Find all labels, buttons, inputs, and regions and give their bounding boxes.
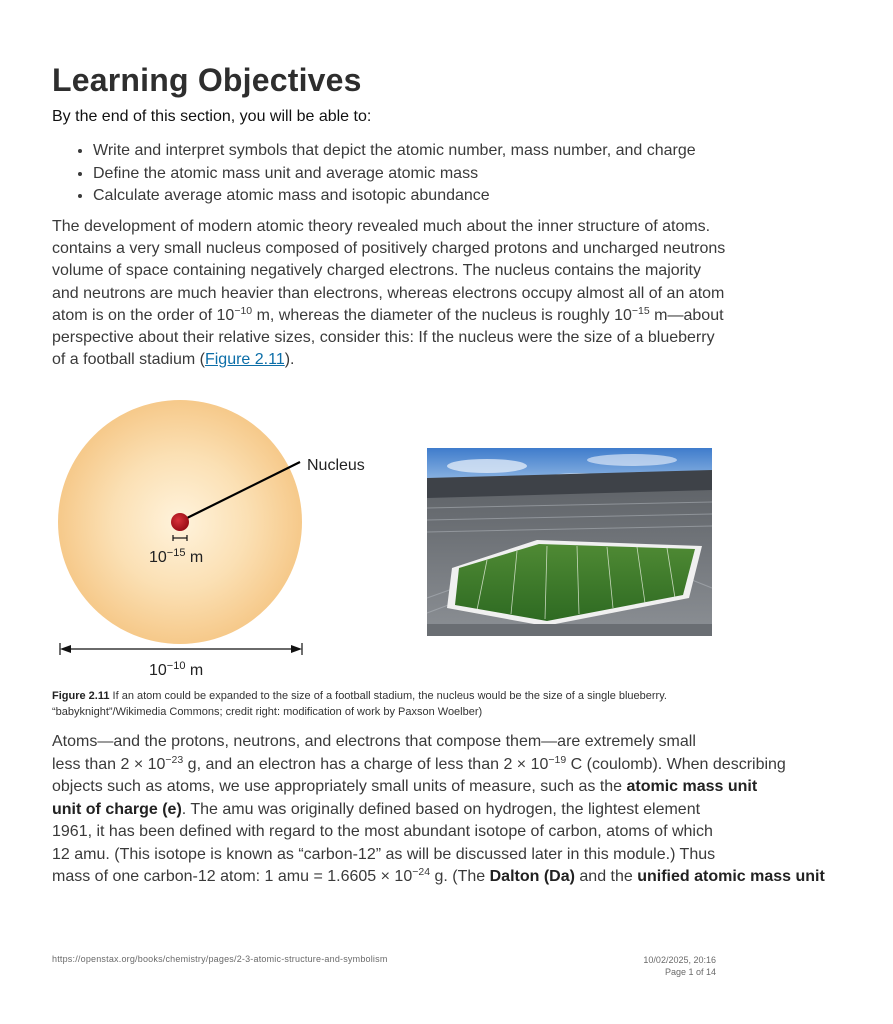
text-line xyxy=(52,799,852,822)
text-span: C (coulomb). When describing xyxy=(566,755,786,773)
page xyxy=(52,0,825,1024)
text-line: volume of space containing negatively charged electrons. The nucleus contains the majority xyxy=(52,262,701,280)
text-span: ). xyxy=(284,351,295,369)
text-line xyxy=(52,349,852,371)
footer-url: https://openstax.org/books/chemistry/pages/2-3-atomic-structure-and-symbolism xyxy=(52,954,388,964)
exponent: −23 xyxy=(165,753,184,766)
text-line: Atoms—and the protons, neutrons, and electrons that compose them—are extremely small xyxy=(52,733,696,750)
text-span: m xyxy=(185,662,204,679)
page-title: Learning Objectives xyxy=(52,62,362,98)
term-bold: Dalton (Da) xyxy=(489,868,575,885)
text-span: m xyxy=(185,549,204,566)
objectives-list xyxy=(52,140,893,208)
page-number: Page 1 of 14 xyxy=(664,967,716,977)
text-line: contains a very small nucleus composed of positively charged protons and uncharged neutrons xyxy=(52,240,726,258)
stadium-photo xyxy=(427,448,712,636)
term-bold: atomic mass unit xyxy=(626,778,758,795)
paragraph-atomic-theory xyxy=(52,216,852,371)
intro-text: By the end of this section, you will be able to: xyxy=(52,108,372,125)
text-span: 10 xyxy=(149,549,167,566)
nucleus-dot xyxy=(171,513,189,531)
list-item: • Define the atomic mass unit and average atomic mass xyxy=(93,163,893,186)
nucleus-label: Nucleus xyxy=(307,457,365,474)
footer-date: 10/02/2025, 20:16 xyxy=(643,955,716,965)
text-span: atom is on the order of 10 xyxy=(52,306,235,324)
text-line xyxy=(52,866,852,889)
exponent: −10 xyxy=(166,660,186,672)
text-line xyxy=(52,754,852,777)
term-bold: unified atomic mass unit xyxy=(637,868,825,885)
exponent: −19 xyxy=(548,753,567,766)
caption-line: “babyknight”/Wikimedia Commons; credit right: modification of work by Paxson Woelber) xyxy=(52,706,483,718)
list-item: • Calculate average atomic mass and isotopic abundance xyxy=(93,185,893,208)
exponent: −15 xyxy=(631,304,650,317)
text-span: less than 2 × 10 xyxy=(52,755,166,773)
exponent: −24 xyxy=(412,866,431,878)
atom-scale-bar xyxy=(60,643,302,655)
text-line xyxy=(52,305,852,327)
atom-diagram xyxy=(52,400,392,685)
figure-link[interactable]: Figure 2.11 xyxy=(204,351,285,369)
text-span: and the xyxy=(574,868,638,885)
text-line: and neutrons are much heavier than electrons, whereas electrons occupy almost all of an atom xyxy=(52,284,725,302)
footer-meta xyxy=(643,954,716,978)
list-item: • Write and interpret symbols that depict the atomic number, mass number, and charge xyxy=(93,140,893,163)
exponent: −10 xyxy=(234,304,253,317)
text-span: m—about xyxy=(649,306,724,324)
text-span: If an atom could be expanded to the size of a football stadium, the nucleus would be the size of a single blueberry. xyxy=(109,690,667,702)
text-span: mass of one carbon-12 atom: 1 amu = 1.6605 × 10 xyxy=(52,868,413,885)
text-line xyxy=(52,776,852,799)
text-span: 10 xyxy=(149,662,167,679)
caption-line xyxy=(52,688,852,704)
text-span: m, whereas the diameter of the nucleus is roughly 10 xyxy=(252,306,632,324)
text-span: of a football stadium ( xyxy=(52,351,205,369)
text-span: . The amu was originally defined based on hydrogen, the lightest element xyxy=(181,800,701,818)
text-line: 12 amu. (This isotope is known as “carbon-12” as will be discussed later in this module.) Thus xyxy=(52,845,716,863)
caption-label: Figure 2.11 xyxy=(52,690,110,702)
text-span: objects such as atoms, we use appropriately small units of measure, such as the xyxy=(52,778,627,795)
text-line: 1961, it has been defined with regard to the most abundant isotope of carbon, atoms of which xyxy=(52,823,713,840)
text-line: perspective about their relative sizes, consider this: If the nucleus were the size of a blueberry xyxy=(52,328,715,346)
paragraph-atomic-units xyxy=(52,731,852,889)
figure-caption xyxy=(52,688,852,720)
text-span: g, and an electron has a charge of less than 2 × 10 xyxy=(183,755,549,773)
text-line: The development of modern atomic theory revealed much about the inner structure of atoms. xyxy=(52,218,711,235)
atom-size-label xyxy=(149,660,203,679)
exponent: −15 xyxy=(166,547,186,559)
text-span: g. (The xyxy=(430,868,490,885)
term-bold: unit of charge (e) xyxy=(52,800,182,818)
